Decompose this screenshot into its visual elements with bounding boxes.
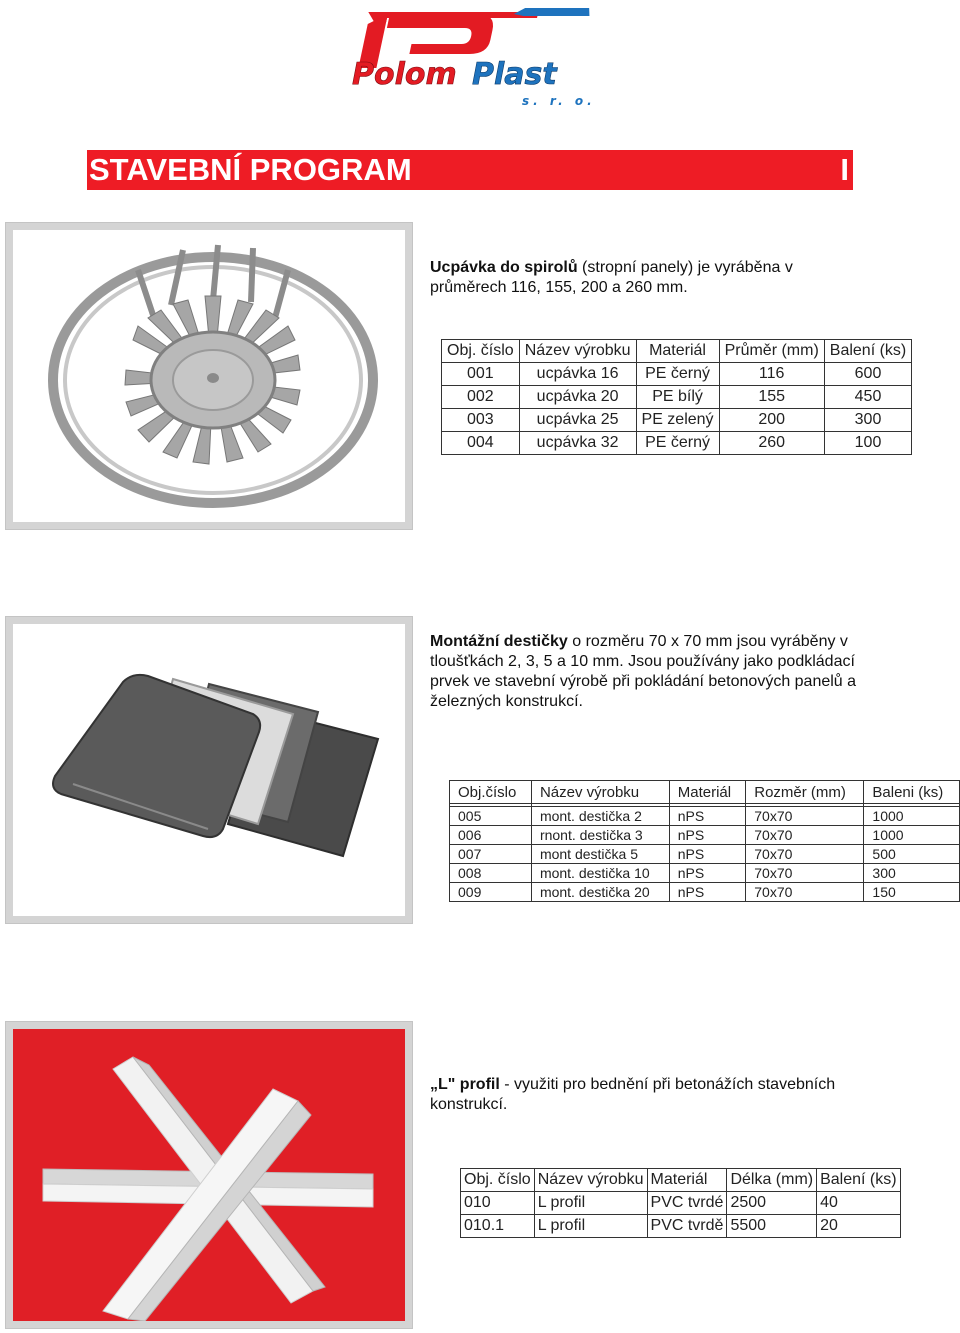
cell-packaging: 100	[824, 432, 911, 455]
table-row	[450, 883, 960, 902]
seal-description-text: (stropní panely) je vyráběna v průměrech 116, 155, 200 a 260 mm.	[430, 259, 793, 296]
col-header-material: Materiál	[647, 1169, 727, 1192]
cell-product-name: mont destička 5	[531, 845, 669, 864]
cell-size: 70x70	[746, 864, 864, 883]
col-header-material: Materiál	[636, 340, 719, 363]
cell-packaging: 150	[864, 883, 960, 902]
table-row	[442, 363, 912, 386]
cell-order-number: 003	[442, 409, 520, 432]
cell-product-name: rnont. destička 3	[531, 826, 669, 845]
cell-packaging: 300	[824, 409, 911, 432]
cell-product-name: L profil	[534, 1192, 647, 1215]
col-header-length: Délka (mm)	[727, 1169, 817, 1192]
col-header-product-name: Název výrobku	[531, 781, 669, 804]
cell-packaging: 1000	[864, 826, 960, 845]
cell-size: 70x70	[746, 826, 864, 845]
table-header-row	[461, 1169, 901, 1192]
plates-photo	[5, 616, 413, 924]
col-header-packaging: Baleni (ks)	[864, 781, 960, 804]
title-banner	[87, 150, 853, 190]
cell-material: PVC tvrdé	[647, 1192, 727, 1215]
cell-material: PE bílý	[636, 386, 719, 409]
cell-packaging: 20	[817, 1215, 900, 1238]
l-profile-description-text: - využiti pro bednění při betonážích stavebních konstrukcí.	[430, 1076, 836, 1113]
table-row	[442, 432, 912, 455]
cell-product-name: ucpávka 32	[519, 432, 636, 455]
table-row	[442, 386, 912, 409]
cell-order-number: 001	[442, 363, 520, 386]
col-header-packaging: Balení (ks)	[824, 340, 911, 363]
banner-section-marker: I	[840, 152, 849, 187]
col-header-product-name: Název výrobku	[534, 1169, 647, 1192]
cell-material: PE zelený	[636, 409, 719, 432]
cell-product-name: mont. destička 2	[531, 807, 669, 826]
cell-order-number: 010	[461, 1192, 535, 1215]
cell-packaging: 450	[824, 386, 911, 409]
table-row	[442, 409, 912, 432]
cell-packaging: 300	[864, 864, 960, 883]
cell-product-name: mont. destička 20	[531, 883, 669, 902]
col-header-order-number: Obj.číslo	[450, 781, 532, 804]
col-header-diameter: Průměr (mm)	[719, 340, 824, 363]
cell-material: PVC tvrdě	[647, 1215, 727, 1238]
table-row	[450, 807, 960, 826]
cell-material: PE černý	[636, 432, 719, 455]
cell-product-name: ucpávka 16	[519, 363, 636, 386]
col-header-product-name: Název výrobku	[519, 340, 636, 363]
table-row	[450, 845, 960, 864]
table-row	[461, 1215, 901, 1238]
cell-product-name: ucpávka 20	[519, 386, 636, 409]
cell-material: nPS	[669, 845, 746, 864]
cell-length: 5500	[727, 1215, 817, 1238]
col-header-packaging: Balení (ks)	[817, 1169, 900, 1192]
col-header-material: Materiál	[669, 781, 746, 804]
svg-text:s. r. o.: s. r. o.	[522, 94, 596, 108]
banner-title: STAVEBNÍ PROGRAM	[89, 152, 412, 187]
cell-order-number: 007	[450, 845, 532, 864]
cell-size: 70x70	[746, 883, 864, 902]
cell-packaging: 600	[824, 363, 911, 386]
cell-packaging: 1000	[864, 807, 960, 826]
cell-length: 2500	[727, 1192, 817, 1215]
table-header-row	[450, 781, 960, 804]
svg-text:Plast: Plast	[472, 57, 557, 92]
l-profile-name: „L" profil	[430, 1076, 500, 1093]
table-row	[450, 864, 960, 883]
plates-table	[449, 780, 960, 902]
cell-order-number: 004	[442, 432, 520, 455]
seal-photo	[5, 222, 413, 530]
cell-order-number: 005	[450, 807, 532, 826]
table-row	[461, 1192, 901, 1215]
cell-order-number: 002	[442, 386, 520, 409]
col-header-order-number: Obj. číslo	[461, 1169, 535, 1192]
cell-order-number: 008	[450, 864, 532, 883]
cell-packaging: 40	[817, 1192, 900, 1215]
cell-size: 70x70	[746, 807, 864, 826]
table-header-row	[442, 340, 912, 363]
col-header-size: Rozměr (mm)	[746, 781, 864, 804]
cell-product-name: L profil	[534, 1215, 647, 1238]
company-logo	[330, 4, 630, 110]
cell-diameter: 116	[719, 363, 824, 386]
seal-table	[441, 339, 912, 455]
cell-order-number: 009	[450, 883, 532, 902]
cell-material: PE černý	[636, 363, 719, 386]
cell-diameter: 200	[719, 409, 824, 432]
cell-order-number: 006	[450, 826, 532, 845]
svg-text:Polom: Polom	[352, 57, 457, 92]
seal-description	[430, 258, 850, 298]
cell-size: 70x70	[746, 845, 864, 864]
plates-name: Montážní destičky	[430, 633, 568, 650]
l-profile-photo	[5, 1021, 413, 1329]
cell-diameter: 155	[719, 386, 824, 409]
table-row	[450, 826, 960, 845]
cell-product-name: ucpávka 25	[519, 409, 636, 432]
cell-material: nPS	[669, 807, 746, 826]
cell-order-number: 010.1	[461, 1215, 535, 1238]
plates-description	[430, 632, 860, 712]
col-header-order-number: Obj. číslo	[442, 340, 520, 363]
cell-material: nPS	[669, 826, 746, 845]
l-profile-description	[430, 1075, 850, 1115]
cell-diameter: 260	[719, 432, 824, 455]
seal-name: Ucpávka do spirolů	[430, 259, 578, 276]
cell-packaging: 500	[864, 845, 960, 864]
cell-material: nPS	[669, 864, 746, 883]
cell-material: nPS	[669, 883, 746, 902]
cell-product-name: mont. destička 10	[531, 864, 669, 883]
plates-description-text: o rozměru 70 x 70 mm jsou vyráběny v tloušťkách 2, 3, 5 a 10 mm. Jsou používány jako podkládací prvek ve stavební výrobě při pokládání betonových panelů a železných konstrukcí.	[430, 633, 857, 710]
l-profile-table	[460, 1168, 901, 1238]
